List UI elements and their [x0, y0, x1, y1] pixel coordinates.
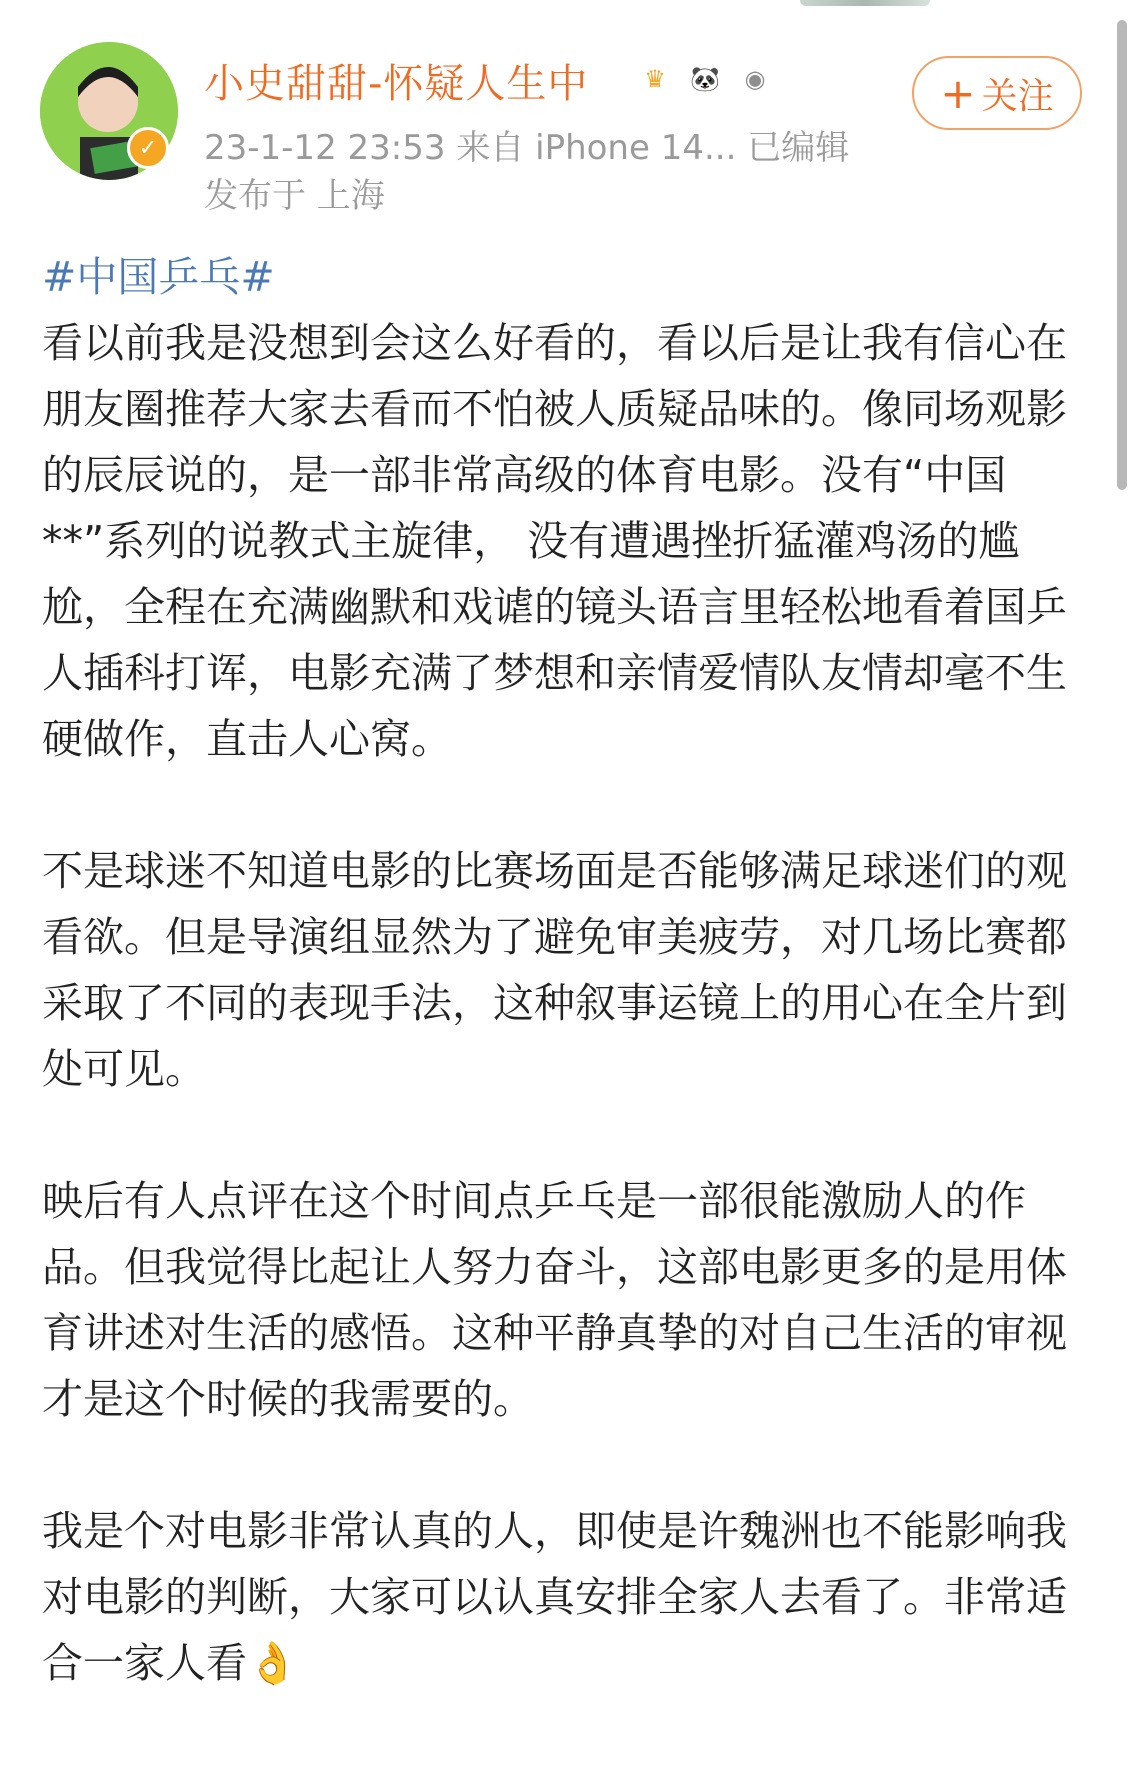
paragraph-last: [42, 1498, 1082, 1696]
paragraph-text: 我是个对电影非常认真的人，即使是许魏洲也不能影响我对电影的判断，大家可以认真安排全家人去看了。非常适合一家人看: [42, 1507, 1067, 1687]
paragraph: 映后有人点评在这个时间点乒乓是一部很能激励人的作品。但我觉得比起让人努力奋斗，这部电影更多的是用体育讲述对生活的感悟。这种平静真挚的对自己生活的审视才是这个时候的我需要的。: [42, 1177, 1067, 1423]
post-header: [0, 0, 1131, 215]
verified-badge-icon: [127, 127, 169, 169]
post-location: 发布于 上海: [204, 176, 385, 216]
plus-icon: +: [940, 68, 976, 118]
user-badges: [634, 58, 776, 100]
paragraph: 看以前我是没想到会这么好看的，看以后是让我有信心在朋友圈推荐大家去看而不怕被人质疑品味的。像同场观影的辰辰说的，是一部非常高级的体育电影。没有“中国**”系列的说教式主旋律， 没有遭遇挫折猛灌鸡汤的尴尬，全程在充满幽默和戏谑的镜头语言里轻松地看着国乒人插科打诨，电影充满了梦想和亲情爱情队友情却毫不生硬做作，直击人心窝。: [42, 319, 1067, 763]
verified-check-glyph: ✓: [138, 135, 158, 161]
medal-icon[interactable]: ◉: [744, 65, 766, 93]
post-meta: [204, 120, 849, 169]
follow-button[interactable]: [912, 56, 1082, 130]
follow-label: 关注: [981, 75, 1054, 117]
edited-label[interactable]: 已编辑: [747, 128, 850, 168]
ok-hand-icon: 👌: [247, 1639, 299, 1687]
panda-icon[interactable]: 🐼: [690, 65, 720, 93]
username[interactable]: 小史甜甜-怀疑人生中: [204, 61, 589, 107]
paragraph: 不是球迷不知道电影的比赛场面是否能够满足球迷们的观看欲。但是导演组显然为了避免审美疲劳，对几场比赛都采取了不同的表现手法，这种叙事运镜上的用心在全片到处可见。: [42, 847, 1067, 1093]
post-source: 来自 iPhone 14...: [456, 128, 737, 168]
post-timestamp: 23-1-12 23:53: [204, 128, 446, 168]
post-body: [42, 244, 1082, 1696]
crown-icon[interactable]: ♛: [644, 65, 666, 93]
hashtag-link[interactable]: #中国乒乓#: [42, 253, 275, 301]
